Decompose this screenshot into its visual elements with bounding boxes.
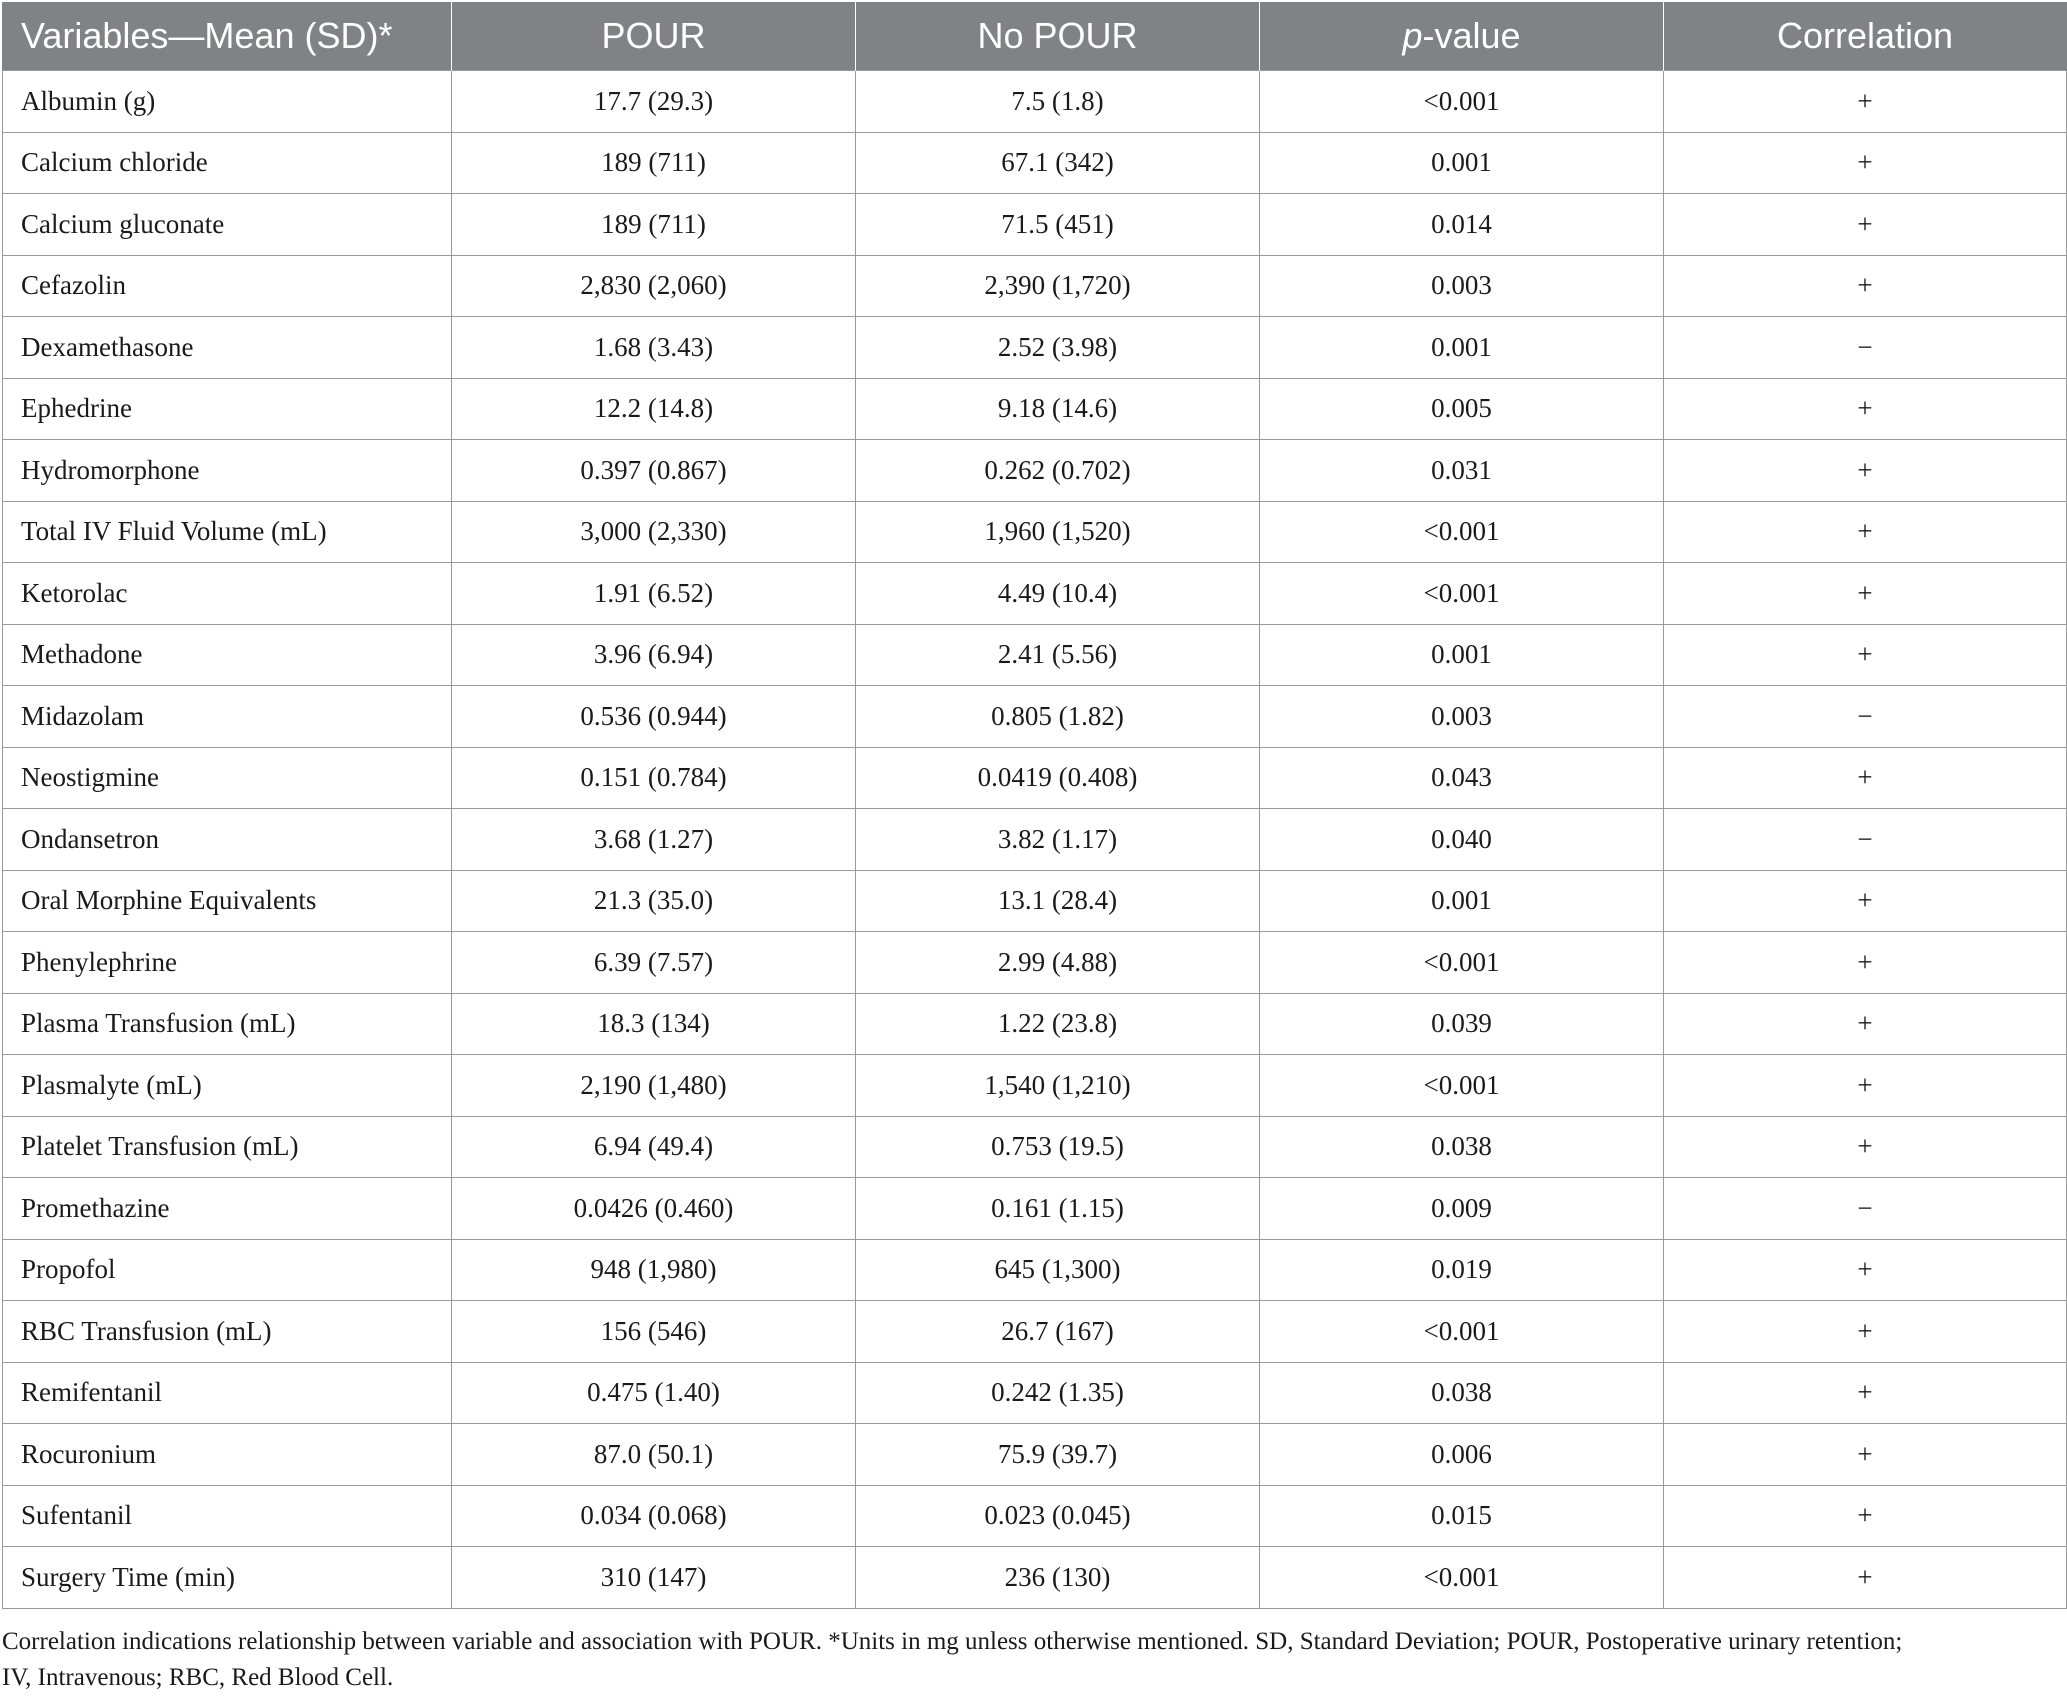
cell-no-pour: 4.49 (10.4) xyxy=(856,563,1260,625)
cell-variable: Midazolam xyxy=(3,686,452,748)
cell-p-value: <0.001 xyxy=(1260,501,1664,563)
cell-no-pour: 1,960 (1,520) xyxy=(856,501,1260,563)
table-row xyxy=(3,317,2067,379)
cell-variable: Hydromorphone xyxy=(3,440,452,502)
cell-variable: Cefazolin xyxy=(3,255,452,317)
cell-correlation: + xyxy=(1664,1547,2067,1609)
header-p-italic: p xyxy=(1402,15,1423,56)
cell-correlation: + xyxy=(1664,1239,2067,1301)
cell-pour: 21.3 (35.0) xyxy=(452,870,856,932)
cell-p-value: <0.001 xyxy=(1260,71,1664,133)
table-row xyxy=(3,993,2067,1055)
cell-no-pour: 71.5 (451) xyxy=(856,194,1260,256)
table-body xyxy=(3,71,2067,1609)
cell-correlation: + xyxy=(1664,501,2067,563)
cell-correlation: + xyxy=(1664,1301,2067,1363)
cell-no-pour: 2.41 (5.56) xyxy=(856,624,1260,686)
cell-variable: Calcium chloride xyxy=(3,132,452,194)
table-row xyxy=(3,1055,2067,1117)
cell-pour: 189 (711) xyxy=(452,194,856,256)
cell-variable: Propofol xyxy=(3,1239,452,1301)
medication-comparison-table xyxy=(2,2,2067,1609)
cell-no-pour: 0.753 (19.5) xyxy=(856,1116,1260,1178)
table-footnote xyxy=(2,1624,2062,1696)
cell-correlation: + xyxy=(1664,194,2067,256)
cell-variable: Neostigmine xyxy=(3,747,452,809)
table-row xyxy=(3,747,2067,809)
cell-p-value: 0.001 xyxy=(1260,317,1664,379)
cell-no-pour: 75.9 (39.7) xyxy=(856,1424,1260,1486)
table-row xyxy=(3,563,2067,625)
cell-pour: 87.0 (50.1) xyxy=(452,1424,856,1486)
cell-correlation: − xyxy=(1664,809,2067,871)
table-row xyxy=(3,378,2067,440)
cell-variable: Phenylephrine xyxy=(3,932,452,994)
header-row xyxy=(3,2,2067,71)
table-row xyxy=(3,1301,2067,1363)
cell-p-value: <0.001 xyxy=(1260,1055,1664,1117)
cell-pour: 156 (546) xyxy=(452,1301,856,1363)
table-row xyxy=(3,1116,2067,1178)
table-row xyxy=(3,686,2067,748)
cell-pour: 6.94 (49.4) xyxy=(452,1116,856,1178)
cell-correlation: + xyxy=(1664,1055,2067,1117)
cell-pour: 0.397 (0.867) xyxy=(452,440,856,502)
cell-pour: 0.475 (1.40) xyxy=(452,1362,856,1424)
cell-variable: Total IV Fluid Volume (mL) xyxy=(3,501,452,563)
table-row xyxy=(3,624,2067,686)
cell-pour: 0.0426 (0.460) xyxy=(452,1178,856,1240)
cell-pour: 2,190 (1,480) xyxy=(452,1055,856,1117)
table-row xyxy=(3,194,2067,256)
cell-pour: 0.151 (0.784) xyxy=(452,747,856,809)
cell-pour: 948 (1,980) xyxy=(452,1239,856,1301)
cell-pour: 3.68 (1.27) xyxy=(452,809,856,871)
cell-p-value: 0.019 xyxy=(1260,1239,1664,1301)
footnote-line-1: Correlation indications relationship between variable and association with POUR. *Units in mg unless otherwise mentioned. SD, Standard Deviation; POUR, Postoperative urinary retention; xyxy=(2,1628,1903,1655)
cell-variable: Albumin (g) xyxy=(3,71,452,133)
cell-p-value: 0.001 xyxy=(1260,870,1664,932)
cell-p-value: 0.003 xyxy=(1260,686,1664,748)
table-row xyxy=(3,132,2067,194)
header-no-pour: No POUR xyxy=(856,2,1260,71)
table-row xyxy=(3,255,2067,317)
table-row xyxy=(3,1362,2067,1424)
header-p-rest: -value xyxy=(1422,15,1521,56)
cell-no-pour: 2,390 (1,720) xyxy=(856,255,1260,317)
cell-p-value: 0.015 xyxy=(1260,1485,1664,1547)
cell-no-pour: 13.1 (28.4) xyxy=(856,870,1260,932)
cell-no-pour: 7.5 (1.8) xyxy=(856,71,1260,133)
cell-no-pour: 236 (130) xyxy=(856,1547,1260,1609)
cell-correlation: + xyxy=(1664,1485,2067,1547)
cell-pour: 1.91 (6.52) xyxy=(452,563,856,625)
cell-correlation: + xyxy=(1664,932,2067,994)
cell-pour: 310 (147) xyxy=(452,1547,856,1609)
cell-no-pour: 0.805 (1.82) xyxy=(856,686,1260,748)
cell-variable: Calcium gluconate xyxy=(3,194,452,256)
cell-p-value: 0.038 xyxy=(1260,1116,1664,1178)
cell-p-value: 0.009 xyxy=(1260,1178,1664,1240)
cell-variable: Surgery Time (min) xyxy=(3,1547,452,1609)
cell-no-pour: 1.22 (23.8) xyxy=(856,993,1260,1055)
cell-p-value: <0.001 xyxy=(1260,1301,1664,1363)
cell-variable: Platelet Transfusion (mL) xyxy=(3,1116,452,1178)
cell-variable: Remifentanil xyxy=(3,1362,452,1424)
cell-p-value: 0.001 xyxy=(1260,624,1664,686)
cell-p-value: 0.006 xyxy=(1260,1424,1664,1486)
cell-pour: 0.034 (0.068) xyxy=(452,1485,856,1547)
cell-pour: 12.2 (14.8) xyxy=(452,378,856,440)
cell-no-pour: 0.242 (1.35) xyxy=(856,1362,1260,1424)
cell-no-pour: 67.1 (342) xyxy=(856,132,1260,194)
cell-variable: Promethazine xyxy=(3,1178,452,1240)
cell-p-value: 0.039 xyxy=(1260,993,1664,1055)
cell-variable: Dexamethasone xyxy=(3,317,452,379)
cell-p-value: 0.031 xyxy=(1260,440,1664,502)
cell-no-pour: 2.99 (4.88) xyxy=(856,932,1260,994)
table-row xyxy=(3,1178,2067,1240)
cell-pour: 3,000 (2,330) xyxy=(452,501,856,563)
cell-p-value: <0.001 xyxy=(1260,1547,1664,1609)
cell-p-value: <0.001 xyxy=(1260,563,1664,625)
table-row xyxy=(3,71,2067,133)
cell-no-pour: 9.18 (14.6) xyxy=(856,378,1260,440)
table-row xyxy=(3,440,2067,502)
cell-correlation: + xyxy=(1664,1362,2067,1424)
cell-correlation: − xyxy=(1664,317,2067,379)
cell-p-value: 0.040 xyxy=(1260,809,1664,871)
table-row xyxy=(3,1547,2067,1609)
cell-correlation: + xyxy=(1664,440,2067,502)
cell-correlation: + xyxy=(1664,1424,2067,1486)
cell-correlation: + xyxy=(1664,624,2067,686)
table-row xyxy=(3,501,2067,563)
header-correlation: Correlation xyxy=(1664,2,2067,71)
cell-correlation: + xyxy=(1664,132,2067,194)
cell-variable: Ondansetron xyxy=(3,809,452,871)
cell-no-pour: 0.023 (0.045) xyxy=(856,1485,1260,1547)
cell-no-pour: 0.262 (0.702) xyxy=(856,440,1260,502)
cell-variable: RBC Transfusion (mL) xyxy=(3,1301,452,1363)
cell-no-pour: 0.0419 (0.408) xyxy=(856,747,1260,809)
cell-pour: 1.68 (3.43) xyxy=(452,317,856,379)
table-row xyxy=(3,809,2067,871)
cell-correlation: − xyxy=(1664,1178,2067,1240)
cell-pour: 6.39 (7.57) xyxy=(452,932,856,994)
cell-variable: Rocuronium xyxy=(3,1424,452,1486)
cell-pour: 17.7 (29.3) xyxy=(452,71,856,133)
cell-variable: Plasmalyte (mL) xyxy=(3,1055,452,1117)
cell-correlation: + xyxy=(1664,255,2067,317)
table-row xyxy=(3,1485,2067,1547)
table-row xyxy=(3,870,2067,932)
cell-p-value: 0.003 xyxy=(1260,255,1664,317)
cell-p-value: 0.014 xyxy=(1260,194,1664,256)
cell-pour: 2,830 (2,060) xyxy=(452,255,856,317)
cell-pour: 3.96 (6.94) xyxy=(452,624,856,686)
cell-p-value: 0.005 xyxy=(1260,378,1664,440)
table-row xyxy=(3,932,2067,994)
cell-variable: Ephedrine xyxy=(3,378,452,440)
cell-correlation: + xyxy=(1664,563,2067,625)
cell-correlation: + xyxy=(1664,71,2067,133)
cell-no-pour: 2.52 (3.98) xyxy=(856,317,1260,379)
table-header xyxy=(3,2,2067,71)
cell-no-pour: 3.82 (1.17) xyxy=(856,809,1260,871)
cell-variable: Sufentanil xyxy=(3,1485,452,1547)
cell-correlation: − xyxy=(1664,686,2067,748)
header-pour: POUR xyxy=(452,2,856,71)
cell-correlation: + xyxy=(1664,747,2067,809)
table-row xyxy=(3,1424,2067,1486)
table-row xyxy=(3,1239,2067,1301)
cell-p-value: 0.043 xyxy=(1260,747,1664,809)
cell-no-pour: 645 (1,300) xyxy=(856,1239,1260,1301)
cell-no-pour: 26.7 (167) xyxy=(856,1301,1260,1363)
header-p-value xyxy=(1260,2,1664,71)
cell-correlation: + xyxy=(1664,870,2067,932)
cell-pour: 0.536 (0.944) xyxy=(452,686,856,748)
cell-variable: Plasma Transfusion (mL) xyxy=(3,993,452,1055)
cell-p-value: 0.038 xyxy=(1260,1362,1664,1424)
footnote-line-2: IV, Intravenous; RBC, Red Blood Cell. xyxy=(2,1664,394,1691)
cell-p-value: <0.001 xyxy=(1260,932,1664,994)
cell-no-pour: 0.161 (1.15) xyxy=(856,1178,1260,1240)
cell-pour: 18.3 (134) xyxy=(452,993,856,1055)
cell-variable: Ketorolac xyxy=(3,563,452,625)
cell-variable: Methadone xyxy=(3,624,452,686)
cell-variable: Oral Morphine Equivalents xyxy=(3,870,452,932)
cell-correlation: + xyxy=(1664,1116,2067,1178)
cell-no-pour: 1,540 (1,210) xyxy=(856,1055,1260,1117)
cell-pour: 189 (711) xyxy=(452,132,856,194)
cell-correlation: + xyxy=(1664,378,2067,440)
header-variables: Variables—Mean (SD)* xyxy=(3,2,452,71)
cell-correlation: + xyxy=(1664,993,2067,1055)
cell-p-value: 0.001 xyxy=(1260,132,1664,194)
